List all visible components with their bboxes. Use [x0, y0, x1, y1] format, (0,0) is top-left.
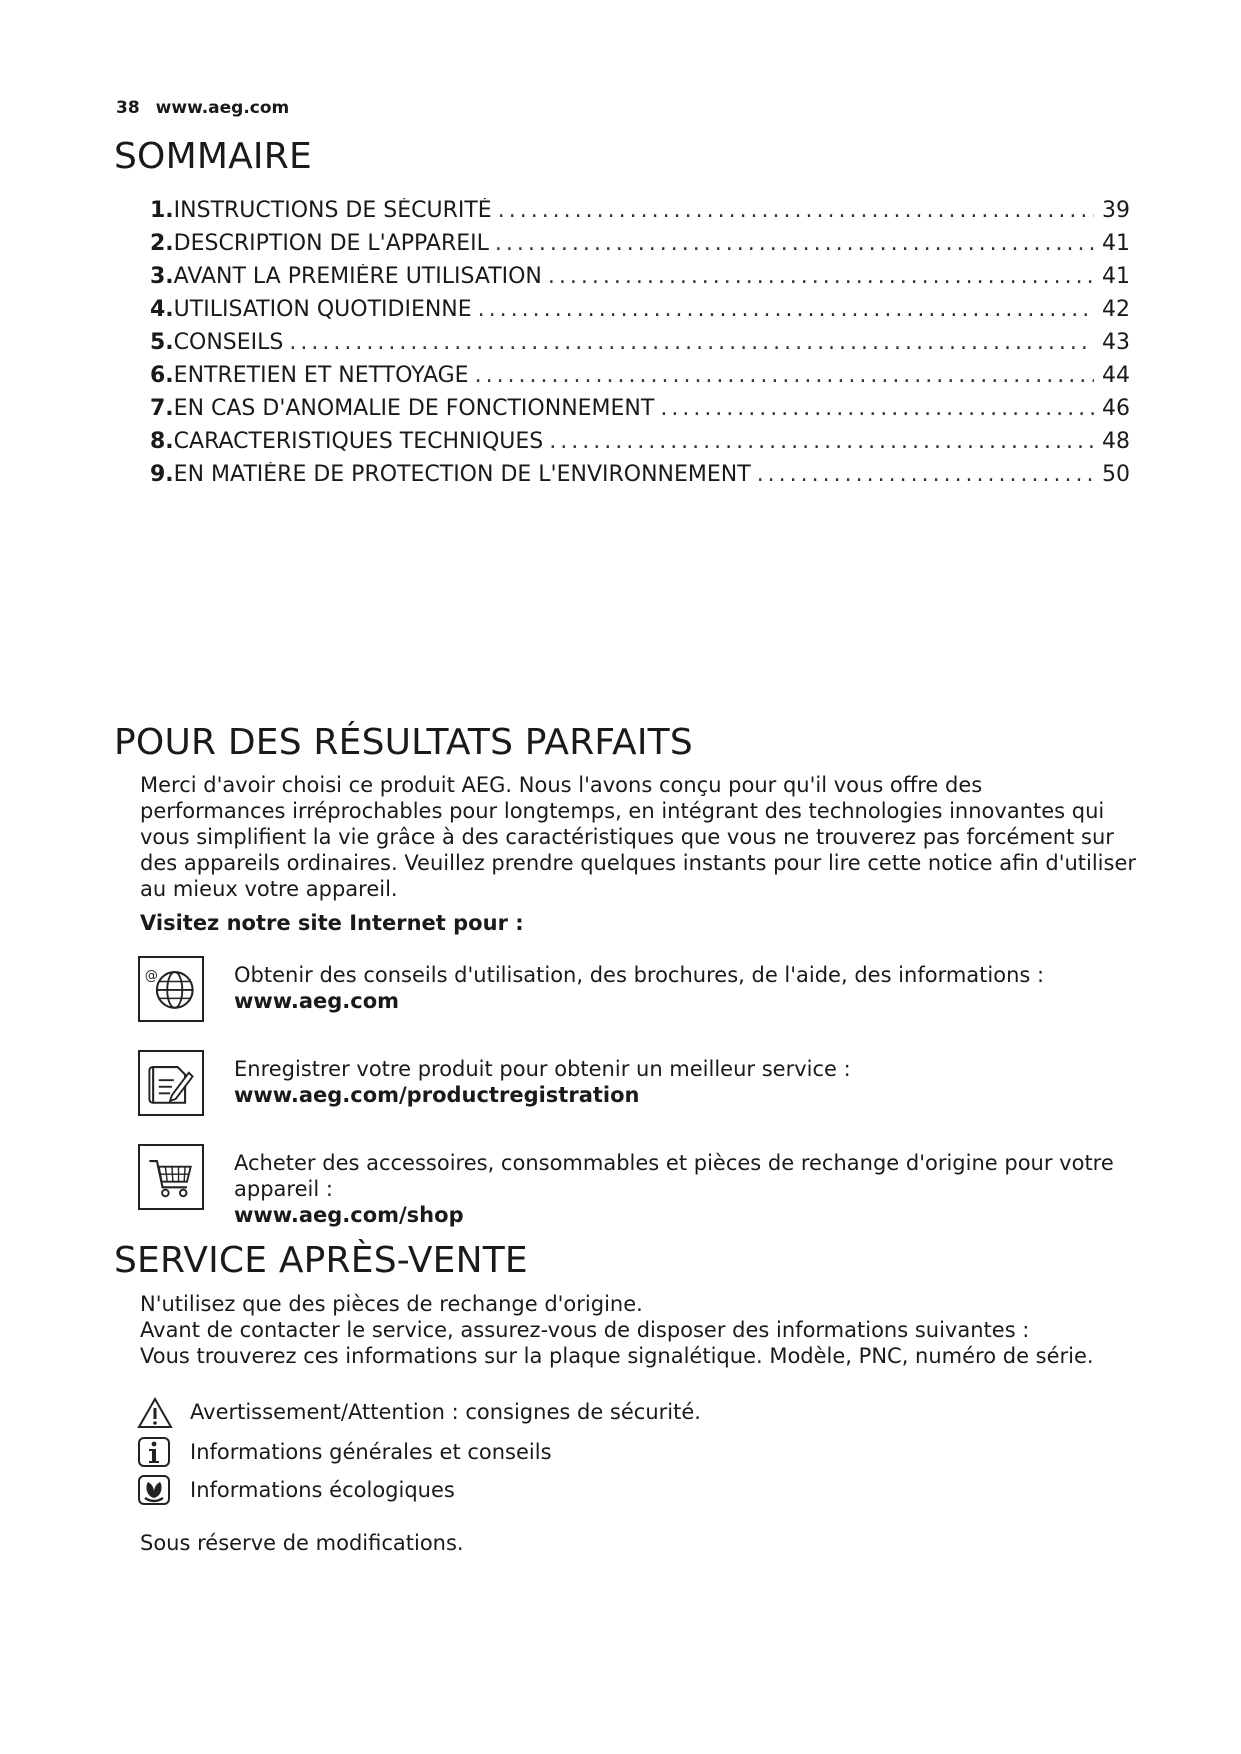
- toc-item-title: CONSEILS: [173, 330, 284, 355]
- page-number: 38: [116, 98, 140, 118]
- shopping-cart-icon: [138, 1144, 204, 1210]
- toc-leader-dots: [475, 363, 1094, 388]
- legend-text: Informations écologiques: [190, 1478, 455, 1502]
- link-product-registration[interactable]: www.aeg.com/productregistration: [234, 1083, 640, 1107]
- toc-item-title: AVANT LA PREMIÈRE UTILISATION: [173, 264, 542, 289]
- globe-icon: [138, 956, 204, 1022]
- toc-item-page: 46: [1102, 396, 1130, 421]
- toc-item-number: 9.: [150, 462, 174, 487]
- toc-item-page: 48: [1102, 429, 1130, 454]
- toc-leader-dots: [548, 264, 1094, 289]
- toc-leader-dots: [478, 297, 1094, 322]
- toc-item-title: EN CAS D'ANOMALIE DE FONCTIONNEMENT: [173, 396, 655, 421]
- toc-item-number: 5.: [150, 330, 174, 355]
- toc-item-number: 6.: [150, 363, 174, 388]
- link-aeg-com[interactable]: www.aeg.com: [234, 989, 400, 1013]
- intro-line: au mieux votre appareil.: [140, 877, 398, 901]
- info-item-text: Acheter des accessoires, consommables et pièces de rechange d'origine pour votre: [234, 1151, 1114, 1175]
- toc-title: SOMMAIRE: [114, 136, 312, 177]
- toc-leader-dots: [549, 429, 1094, 454]
- results-title: POUR DES RÉSULTATS PARFAITS: [114, 722, 693, 763]
- toc-item[interactable]: [150, 264, 1130, 297]
- info-item-text: Enregistrer votre produit pour obtenir un meilleur service :: [234, 1057, 851, 1081]
- toc-leader-dots: [660, 396, 1094, 421]
- toc-item-title: INSTRUCTIONS DE SÉCURITÉ: [173, 198, 492, 223]
- toc-item-title: CARACTERISTIQUES TECHNIQUES: [173, 429, 544, 454]
- toc-item-number: 1.: [150, 198, 174, 223]
- toc-item-number: 2.: [150, 231, 174, 256]
- toc-item[interactable]: [150, 198, 1130, 231]
- toc-item-title: EN MATIÈRE DE PROTECTION DE L'ENVIRONNEMENT: [173, 462, 751, 487]
- link-shop[interactable]: www.aeg.com/shop: [234, 1203, 464, 1227]
- info-item-text: Obtenir des conseils d'utilisation, des brochures, de l'aide, des informations :: [234, 963, 1045, 987]
- service-line: Avant de contacter le service, assurez-vous de disposer des informations suivantes :: [140, 1318, 1030, 1342]
- intro-line: performances irréprochables pour longtemps, en intégrant des technologies innovantes qui: [140, 799, 1105, 823]
- intro-line: Merci d'avoir choisi ce produit AEG. Nous l'avons conçu pour qu'il vous offre des: [140, 773, 983, 797]
- warning-icon: [136, 1396, 174, 1430]
- toc-item-page: 50: [1102, 462, 1130, 487]
- toc-item-page: 44: [1102, 363, 1130, 388]
- results-intro: [140, 772, 1140, 902]
- toc-item[interactable]: [150, 297, 1130, 330]
- toc-item[interactable]: [150, 396, 1130, 429]
- info-icon: [136, 1436, 174, 1470]
- toc-item-page: 41: [1102, 231, 1130, 256]
- toc-item-page: 41: [1102, 264, 1130, 289]
- toc-item-number: 3.: [150, 264, 174, 289]
- toc-item[interactable]: [150, 330, 1130, 363]
- table-of-contents: [150, 198, 1130, 495]
- toc-item-title: UTILISATION QUOTIDIENNE: [173, 297, 472, 322]
- service-title: SERVICE APRÈS-VENTE: [114, 1240, 528, 1281]
- toc-leader-dots: [498, 198, 1094, 223]
- footer-note: Sous réserve de modifications.: [140, 1531, 464, 1555]
- svg-text:@: @: [144, 968, 158, 984]
- toc-leader-dots: [757, 462, 1094, 487]
- toc-item[interactable]: [150, 231, 1130, 264]
- toc-item-page: 42: [1102, 297, 1130, 322]
- legend-text: Avertissement/Attention : consignes de sécurité.: [190, 1400, 701, 1424]
- toc-item-page: 39: [1102, 198, 1130, 223]
- toc-item[interactable]: [150, 462, 1130, 495]
- toc-item-title: ENTRETIEN ET NETTOYAGE: [173, 363, 469, 388]
- visit-label: Visitez notre site Internet pour :: [140, 911, 524, 935]
- service-line: Vous trouverez ces informations sur la plaque signalétique. Modèle, PNC, numéro de série.: [140, 1344, 1094, 1368]
- toc-item-number: 7.: [150, 396, 174, 421]
- toc-item[interactable]: [150, 429, 1130, 462]
- toc-item[interactable]: [150, 363, 1130, 396]
- service-text: [140, 1291, 1140, 1369]
- info-item-text: appareil :: [234, 1177, 333, 1201]
- toc-leader-dots: [495, 231, 1094, 256]
- toc-item-page: 43: [1102, 330, 1130, 355]
- service-line: N'utilisez que des pièces de rechange d'origine.: [140, 1292, 643, 1316]
- toc-item-title: DESCRIPTION DE L'APPAREIL: [173, 231, 489, 256]
- header-website: www.aeg.com: [155, 98, 290, 118]
- intro-line: des appareils ordinaires. Veuillez prendre quelques instants pour lire cette notice afin d'utiliser: [140, 851, 1137, 875]
- legend-text: Informations générales et conseils: [190, 1440, 552, 1464]
- toc-item-number: 8.: [150, 429, 174, 454]
- toc-item-number: 4.: [150, 297, 174, 322]
- toc-leader-dots: [289, 330, 1094, 355]
- registration-icon: [138, 1050, 204, 1116]
- page-header: [116, 98, 289, 118]
- eco-icon: [136, 1474, 174, 1508]
- intro-line: vous simplifient la vie grâce à des caractéristiques que vous ne trouverez pas forcément sur: [140, 825, 1114, 849]
